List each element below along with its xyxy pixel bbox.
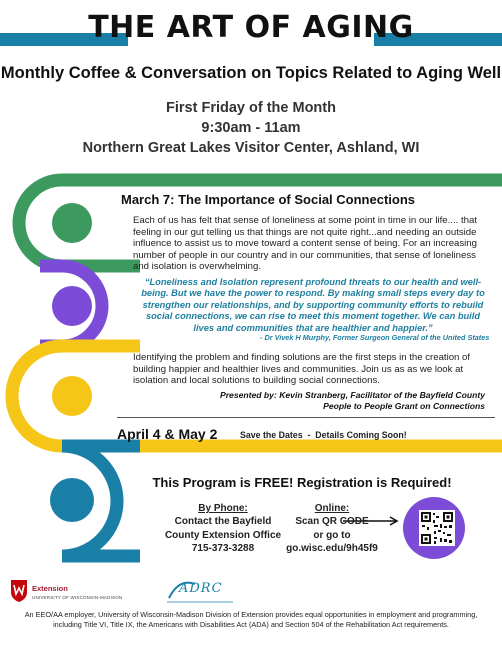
surgeon-general-quote: “Loneliness and Isolation represent profound threats to our health and well-being. But we have the power to respond. By making small steps every day to strengthen our relationships, and by supporting community efforts to rebuild social connections, we can rise to meet this moment together. We can build lives and communities that are healthier and happier.” xyxy=(141,277,485,333)
adrc-text: ADRC xyxy=(179,581,223,596)
extension-name: Extension xyxy=(32,584,68,593)
online-url-link[interactable]: go.wisc.edu/9h45f9 xyxy=(286,543,378,555)
presenter-line-2: People to People Grant on Connections xyxy=(323,401,485,411)
schedule-time: 9:30am - 11am xyxy=(201,120,301,136)
green-dot xyxy=(52,203,92,243)
divider xyxy=(117,417,495,418)
schedule-frequency: First Friday of the Month xyxy=(166,100,336,116)
phone-number[interactable]: 715-373-3288 xyxy=(191,543,255,555)
uw-crest-icon xyxy=(10,579,28,603)
schedule-block xyxy=(0,98,502,158)
upcoming-dates: April 4 & May 2 xyxy=(117,426,218,442)
online-line-1: Scan QR CODE xyxy=(295,516,369,528)
yellow-dot xyxy=(52,376,92,416)
adrc-logo xyxy=(165,576,235,608)
teal-dot xyxy=(50,478,94,522)
march-paragraph-2: Identifying the problem and finding solutions are the first steps in the creation of building happier and healthier lives and communities. Join us as as we look at isolation and local solutions to building social connections. xyxy=(133,352,471,387)
schedule-location: Northern Great Lakes Visitor Center, Ashland, WI xyxy=(82,140,420,156)
purple-dot xyxy=(52,286,92,326)
online-registration xyxy=(272,502,392,556)
online-label: Online: xyxy=(314,503,350,514)
presenter-credit xyxy=(133,390,485,412)
qr-code-icon[interactable] xyxy=(419,510,455,546)
phone-line-1: Contact the Bayfield xyxy=(174,516,272,528)
phone-line-2: County Extension Office xyxy=(164,529,282,541)
page-title: THE ART OF AGING xyxy=(88,10,414,45)
march-heading: March 7: The Importance of Social Connections xyxy=(121,192,415,207)
registration-heading: This Program is FREE! Registration is Required! xyxy=(152,475,452,490)
extension-university: UNIVERSITY OF WISCONSIN-MADISON xyxy=(32,595,123,600)
eeo-footer: An EEO/AA employer, University of Wisconsin-Madison Division of Extension provides equal opportunities in employment and programming, including Title VI, Title IX, the Americans with Disabilities Act (ADA) and Section 504 of the Rehabilitation Act requirements. xyxy=(24,610,478,629)
page-subtitle: Monthly Coffee & Conversation on Topics Related to Aging Well xyxy=(0,64,502,82)
quote-attribution: - Dr Vivek H Murphy, Former Surgeon General of the United States xyxy=(260,333,490,342)
extension-logo xyxy=(10,579,140,607)
phone-label: By Phone: xyxy=(198,503,248,514)
presenter-line-1: Presented by: Kevin Stranberg, Facilitator of the Bayfield County xyxy=(219,390,485,400)
march-paragraph-1: Each of us has felt that sense of loneliness at some point in time in our life.... that feeling in our gut telling us that things are not quite right...and needing an outside influence to assist us to move toward a content sense of being. For an increasing number of people in our country and in our communities, that sense of loneliness and isolation is overwhelming. xyxy=(133,215,477,273)
save-the-dates-note: Save the Dates - Details Coming Soon! xyxy=(240,430,407,440)
online-line-2: or go to xyxy=(313,529,351,541)
